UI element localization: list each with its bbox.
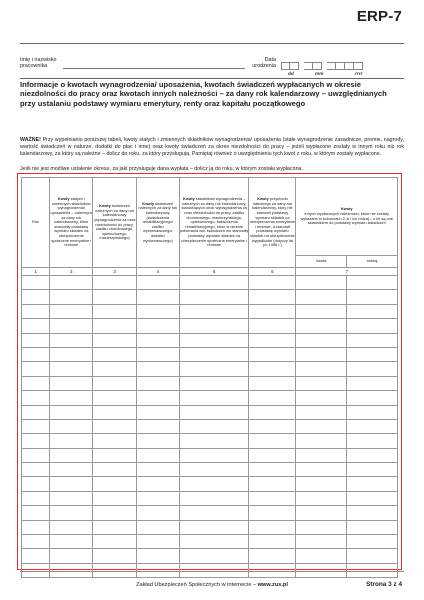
table-row [22, 506, 398, 520]
name-label: Imię i nazwisko pracownika [20, 57, 57, 70]
table-cell[interactable] [179, 477, 249, 491]
table-cell[interactable] [249, 520, 296, 534]
table-cell[interactable] [50, 276, 93, 290]
form-code: ERP-7 [356, 8, 402, 25]
table-cell[interactable] [179, 549, 249, 563]
table-cell[interactable] [136, 391, 179, 405]
table-cell[interactable] [249, 333, 296, 347]
table-cell[interactable] [136, 477, 179, 491]
note-bold: WAŻNE! [20, 137, 41, 143]
table-cell[interactable] [179, 376, 249, 390]
table-cell[interactable] [22, 304, 50, 318]
table-cell[interactable] [179, 304, 249, 318]
table-cell[interactable] [93, 405, 136, 419]
table-cell[interactable] [249, 477, 296, 491]
table-cell[interactable] [22, 434, 50, 448]
table-cell[interactable] [50, 448, 93, 462]
table-cell[interactable] [249, 304, 296, 318]
table-cell[interactable] [296, 333, 347, 347]
table-cell[interactable] [249, 391, 296, 405]
table-cell[interactable] [347, 290, 398, 304]
birth-date-label: Data urodzenia [252, 57, 276, 70]
table-cell[interactable] [93, 506, 136, 520]
table-cell[interactable] [136, 491, 179, 505]
table-cell[interactable] [296, 362, 347, 376]
table-row [22, 290, 398, 304]
column-number-row: 1 2 3 4 5 6 7 [22, 268, 398, 276]
note-period: Jeśli nie jest możliwe ustalenie okresu, za jaki przysługuje dana wypłata – dolicz ją do roku, w którym została wypłacona. [20, 166, 303, 172]
date-digit-box[interactable] [304, 62, 313, 70]
table-cell[interactable] [136, 419, 179, 433]
table-cell[interactable] [347, 362, 398, 376]
table-cell[interactable] [179, 276, 249, 290]
table-row [22, 491, 398, 505]
page-number: Strona 3 z 4 [366, 581, 402, 588]
date-format-mm: mm [315, 72, 324, 77]
table-cell[interactable] [93, 319, 136, 333]
date-format-dd: dd [288, 72, 294, 77]
table-cell[interactable] [136, 506, 179, 520]
table-cell[interactable] [249, 535, 296, 549]
table-cell[interactable] [296, 434, 347, 448]
table-cell[interactable] [296, 276, 347, 290]
table-cell[interactable] [136, 304, 179, 318]
table-cell[interactable] [179, 333, 249, 347]
table-cell[interactable] [249, 276, 296, 290]
table-cell[interactable] [93, 477, 136, 491]
table-cell[interactable] [22, 549, 50, 563]
col-header-amount: kwota [296, 256, 347, 268]
table-cell[interactable] [93, 290, 136, 304]
table-cell[interactable] [136, 549, 179, 563]
col-header-sickness-benefits: Kwoty świadczeń należnych za dany rok kalendarzowy (wynagrodzenia za czas niezdolności do pracy, zasiłku chorobowego, opiekuńczego, macierzyńskiego) [93, 178, 136, 268]
table-cell[interactable] [179, 391, 249, 405]
name-field[interactable] [63, 68, 245, 69]
table-cell[interactable] [347, 376, 398, 390]
table-cell[interactable] [22, 362, 50, 376]
form-heading: Informacje o kwotach wynagrodzenia/ uposażenia, kwotach świadczeń wypłacanych w okresie niezdolności do pracy oraz kwotach innych należności – za dany rok kalendarzowy – uwzględnianych przy ustalaniu podstawy wymiaru emerytury, renty oraz kapitału początkowego [20, 80, 387, 108]
table-row [22, 276, 398, 290]
table-cell[interactable] [249, 434, 296, 448]
table-cell[interactable] [296, 549, 347, 563]
table-cell[interactable] [249, 405, 296, 419]
table-cell[interactable] [50, 362, 93, 376]
table-cell[interactable] [179, 506, 249, 520]
table-cell[interactable] [136, 434, 179, 448]
table-cell[interactable] [136, 333, 179, 347]
table-cell[interactable] [93, 362, 136, 376]
table-cell[interactable] [347, 463, 398, 477]
table-cell[interactable] [347, 491, 398, 505]
table-cell[interactable] [50, 477, 93, 491]
table-cell[interactable] [296, 319, 347, 333]
table-cell[interactable] [50, 491, 93, 505]
birth-date-field[interactable] [281, 62, 363, 70]
table-row [22, 391, 398, 405]
table-cell[interactable] [50, 304, 93, 318]
table-cell[interactable] [136, 376, 179, 390]
table-cell[interactable] [179, 362, 249, 376]
col-header-rehab-benefits: Kwoty świadczeń należnych za dany rok kalendarzowy (świadczenia rehabilitacyjnego/ zasiłku wyrównawczego/ dodatku wyrównawczego) [136, 178, 179, 268]
col-header-type: rodzaj [347, 256, 398, 268]
table-cell[interactable] [22, 319, 50, 333]
table-cell[interactable] [347, 333, 398, 347]
table-cell[interactable] [249, 448, 296, 462]
table-cell[interactable] [93, 376, 136, 390]
table-cell[interactable] [93, 463, 136, 477]
table-cell[interactable] [179, 463, 249, 477]
table-cell[interactable] [22, 391, 50, 405]
table-cell[interactable] [50, 520, 93, 534]
table-row [22, 347, 398, 361]
table-cell[interactable] [347, 535, 398, 549]
table-cell[interactable] [179, 319, 249, 333]
table-cell[interactable] [50, 391, 93, 405]
table-cell[interactable] [249, 463, 296, 477]
table-cell[interactable] [93, 333, 136, 347]
table-cell[interactable] [249, 347, 296, 361]
table-cell[interactable] [179, 419, 249, 433]
table-cell[interactable] [347, 520, 398, 534]
table-cell[interactable] [296, 491, 347, 505]
table-row [22, 535, 398, 549]
table-cell[interactable] [347, 319, 398, 333]
table-cell[interactable] [347, 434, 398, 448]
table-cell[interactable] [347, 477, 398, 491]
table-cell[interactable] [93, 419, 136, 433]
table-cell[interactable] [296, 405, 347, 419]
table-cell[interactable] [249, 506, 296, 520]
table-cell[interactable] [296, 535, 347, 549]
table-cell[interactable] [347, 304, 398, 318]
table-cell[interactable] [22, 463, 50, 477]
table-cell[interactable] [22, 405, 50, 419]
table-cell[interactable] [249, 491, 296, 505]
footer-divider [20, 571, 404, 572]
table-cell[interactable] [136, 463, 179, 477]
date-digit-box[interactable] [281, 62, 290, 70]
table-cell[interactable] [50, 506, 93, 520]
field-divider [20, 78, 404, 79]
table-cell[interactable] [93, 520, 136, 534]
table-cell[interactable] [296, 463, 347, 477]
table-cell[interactable] [22, 290, 50, 304]
table-cell[interactable] [93, 391, 136, 405]
table-cell[interactable] [179, 347, 249, 361]
table-cell[interactable] [22, 276, 50, 290]
table-cell[interactable] [93, 448, 136, 462]
date-digit-box[interactable] [313, 62, 322, 70]
table-cell[interactable] [179, 448, 249, 462]
table-row [22, 434, 398, 448]
table-row [22, 463, 398, 477]
table-cell[interactable] [249, 376, 296, 390]
table-cell[interactable] [22, 333, 50, 347]
table-cell[interactable] [50, 405, 93, 419]
important-note [20, 137, 404, 157]
table-cell[interactable] [136, 535, 179, 549]
table-cell[interactable] [347, 506, 398, 520]
table-cell[interactable] [179, 405, 249, 419]
table-cell[interactable] [249, 549, 296, 563]
table-cell[interactable] [136, 448, 179, 462]
table-cell[interactable] [50, 333, 93, 347]
table-cell[interactable] [179, 434, 249, 448]
table-cell[interactable] [50, 419, 93, 433]
table-cell[interactable] [50, 463, 93, 477]
table-cell[interactable] [296, 376, 347, 390]
table-cell[interactable] [136, 290, 179, 304]
table-cell[interactable] [249, 362, 296, 376]
table-cell[interactable] [50, 347, 93, 361]
table-cell[interactable] [296, 290, 347, 304]
table-row [22, 376, 398, 390]
date-digit-box[interactable] [290, 62, 299, 70]
table-cell[interactable] [296, 477, 347, 491]
table-cell[interactable] [22, 491, 50, 505]
col-header-salary: Kwoty stałych i zmiennych składników wynagrodzenia/ uposażenia – należnych za dany rok kalendarzowy, które stanowiły podstawę wymiaru składek na ubezpieczenie społeczne emerytalne i rentowe [50, 178, 93, 268]
date-digit-box[interactable] [336, 62, 345, 70]
table-cell[interactable] [50, 549, 93, 563]
table-cell[interactable] [249, 419, 296, 433]
table-cell[interactable] [179, 535, 249, 549]
table-cell[interactable] [179, 491, 249, 505]
table-cell[interactable] [136, 319, 179, 333]
table-cell[interactable] [50, 434, 93, 448]
col-header-other-amounts: Kwoty innych wypłaconych należności, które nie zostały wykazane w kolumnach 2–6 i ich rodzaj – o ile są one składnikiem do podstawy wymiaru świadczeń [296, 178, 398, 256]
table-cell[interactable] [93, 434, 136, 448]
date-digit-box[interactable] [327, 62, 336, 70]
table-cell[interactable] [347, 276, 398, 290]
table-cell[interactable] [136, 347, 179, 361]
table-row [22, 549, 398, 563]
table-cell[interactable] [93, 535, 136, 549]
table-cell[interactable] [22, 448, 50, 462]
table-cell[interactable] [22, 520, 50, 534]
table-row [22, 319, 398, 333]
table-cell[interactable] [347, 347, 398, 361]
table-row [22, 477, 398, 491]
table-cell[interactable] [136, 520, 179, 534]
table-cell[interactable] [347, 391, 398, 405]
table-cell[interactable] [22, 376, 50, 390]
table-cell[interactable] [93, 491, 136, 505]
table-row [22, 419, 398, 433]
table-row [22, 362, 398, 376]
table-cell[interactable] [93, 276, 136, 290]
table-cell[interactable] [179, 290, 249, 304]
table-cell[interactable] [136, 405, 179, 419]
table-cell[interactable] [296, 419, 347, 433]
table-cell[interactable] [22, 535, 50, 549]
table-row [22, 405, 398, 419]
col-header-accident-income: Kwoty przychodu należnego za dany rok kalendarzowy, który nie stanowił podstawy wymiaru składek na ubezpieczenia emerytalne i rentowe, a stanowił podstawę wymiaru składek na ubezpieczenie wypadkowe (dotyczy lat po 1998 r.) [249, 178, 296, 268]
table-cell[interactable] [50, 319, 93, 333]
table-row [22, 304, 398, 318]
table-row [22, 448, 398, 462]
col-header-year: Rok [22, 178, 50, 268]
table-cell[interactable] [347, 419, 398, 433]
table-cell[interactable] [179, 520, 249, 534]
table-cell[interactable] [93, 549, 136, 563]
table-cell[interactable] [249, 290, 296, 304]
table-cell[interactable] [347, 448, 398, 462]
table-cell[interactable] [296, 347, 347, 361]
table-row [22, 333, 398, 347]
header-divider [20, 43, 404, 44]
table-cell[interactable] [347, 549, 398, 563]
table-cell[interactable] [296, 448, 347, 462]
table-cell[interactable] [93, 347, 136, 361]
footer-link[interactable]: www.zus.pl [257, 582, 288, 588]
date-digit-box[interactable] [345, 62, 354, 70]
table-cell[interactable] [22, 419, 50, 433]
table-cell[interactable] [296, 391, 347, 405]
table-cell[interactable] [22, 347, 50, 361]
date-digit-box[interactable] [354, 62, 363, 70]
table-row [22, 520, 398, 534]
date-format-rrrr: rrrr [355, 72, 363, 77]
table-cell[interactable] [93, 304, 136, 318]
table-cell[interactable] [296, 506, 347, 520]
note-text: Przy wypełnianiu poniższej tabeli, kwoty stałych i zmiennych składników wynagrodzenia/ uposażenia (stałe wynagrodzenie zasadnicze, premie, nagrody, wartość świadczeń w naturze, dodatki do płac i inne) oraz kwoty świadczeń za okres niezdolności do pracy – jeżeli wypłacone zostały w innym roku niż rok kalendarzowy, za który są należne – dolicz do roku, za który przysługują. Pamiętaj również o uwzględnieniu tych kwot z roku, w którym zostały wypłacone. [20, 137, 404, 157]
table-cell[interactable] [136, 362, 179, 376]
table-cell[interactable] [296, 520, 347, 534]
table-cell[interactable] [50, 290, 93, 304]
table-cell[interactable] [347, 405, 398, 419]
table-cell[interactable] [50, 535, 93, 549]
footer-text: Zakład Ubezpieczeń Społecznych w internecie – www.zus.pl [136, 582, 288, 588]
table-cell[interactable] [296, 304, 347, 318]
col-header-salary-components: Kwoty składników wynagrodzenia – należnych za dany rok kalendarzowy, stanowiących obok wynagrodzenia za czas niezdolności do pracy, zasiłku chorobowego, macierzyńskiego, opiekuńczego, świadczenia rehabilitacyjnego, które w okresie pobierania ww. świadczeń nie stanowiły podstawy wymiaru składek na ubezpieczenie społeczne emerytalne i rentowe [179, 178, 249, 268]
table-cell[interactable] [22, 477, 50, 491]
earnings-table [21, 177, 398, 566]
table-cell[interactable] [50, 376, 93, 390]
table-cell[interactable] [22, 506, 50, 520]
table-cell[interactable] [136, 276, 179, 290]
table-cell[interactable] [249, 319, 296, 333]
